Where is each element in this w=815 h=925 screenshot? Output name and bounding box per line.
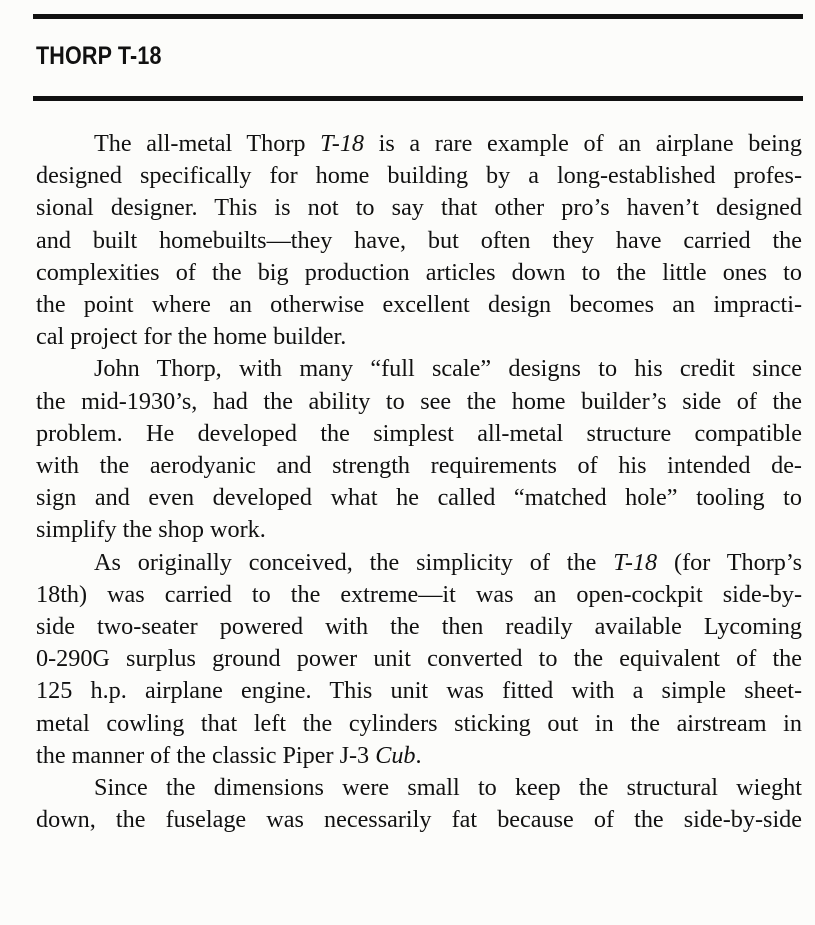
- text-line: The all-metal Thorp T-18 is a rare example of an airplane being: [94, 130, 802, 157]
- top-rule: [33, 14, 803, 19]
- text-line: problem. He developed the simplest all-metal structure compatible: [36, 419, 802, 447]
- text-line: down, the fuselage was necessarily fat because of the side-by-side: [36, 806, 802, 834]
- text-line: 125 h.p. airplane engine. This unit was fitted with a simple sheet-: [36, 677, 802, 705]
- text-line: 0-290G surplus ground power unit converted to the equivalent of the: [36, 645, 802, 673]
- italic-title: T-18: [320, 130, 365, 157]
- text-line: complexities of the big production articles down to the little ones to: [36, 258, 802, 286]
- article-body: [36, 128, 802, 836]
- paragraph: [36, 772, 802, 836]
- text-line: 18th) was carried to the extreme—it was an open-cockpit side-by-: [36, 580, 802, 608]
- text-line: simplify the shop work.: [36, 516, 266, 544]
- text-line: As originally conceived, the simplicity of the T-18 (for Thorp’s: [94, 548, 802, 576]
- paragraph: [36, 353, 802, 546]
- text-line: John Thorp, with many “full scale” designs to his credit since: [94, 355, 802, 383]
- text-line: Since the dimensions were small to keep the structural wieght: [94, 774, 802, 802]
- paragraph: [36, 547, 802, 772]
- text-line: metal cowling that left the cylinders sticking out in the airstream in: [36, 709, 802, 737]
- text-line: side two-seater powered with the then readily available Lycoming: [36, 613, 802, 641]
- italic-title: T-18: [613, 548, 658, 576]
- text-line: the point where an otherwise excellent design becomes an impracti-: [36, 291, 802, 319]
- italic-title: Cub: [375, 741, 416, 769]
- section-heading: THORP T-18: [36, 42, 162, 70]
- text-line: designed specifically for home building by a long-established profes-: [36, 162, 802, 190]
- text-line: with the aerodyanic and strength requirements of his intended de-: [36, 452, 802, 480]
- text-line: the manner of the classic Piper J-3 Cub.: [36, 741, 422, 769]
- text-line: the mid-1930’s, had the ability to see the home builder’s side of the: [36, 387, 802, 415]
- paragraph: [36, 128, 802, 353]
- text-line: sional designer. This is not to say that other pro’s haven’t designed: [36, 194, 802, 222]
- text-line: sign and even developed what he called “matched hole” tooling to: [36, 484, 802, 512]
- text-line: cal project for the home builder.: [36, 323, 347, 351]
- heading-rule: [33, 96, 803, 101]
- text-line: and built homebuilts—they have, but often they have carried the: [36, 226, 802, 254]
